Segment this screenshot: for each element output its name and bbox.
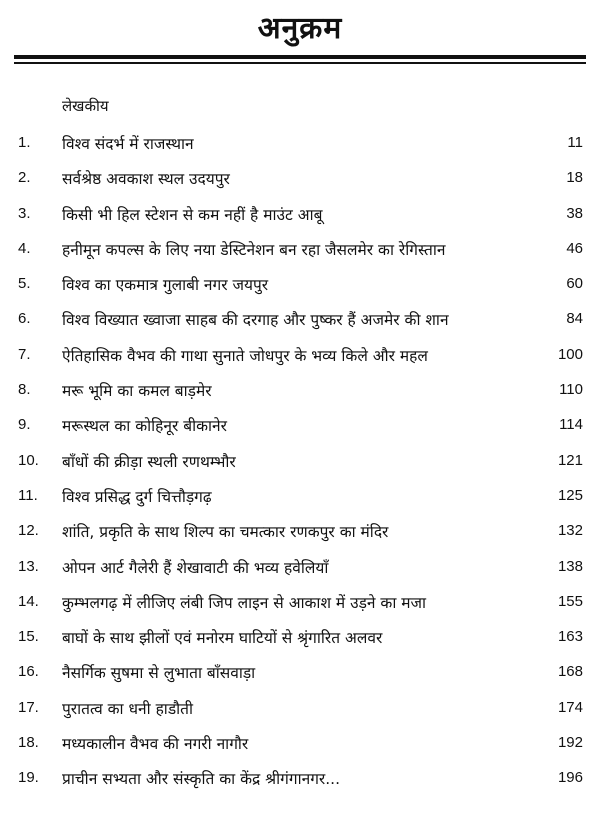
toc-entry-page: 163 [557, 628, 583, 646]
toc-entry-number: 11. [18, 486, 38, 504]
toc-entry [0, 655, 600, 690]
toc-entry-number: 5. [18, 275, 31, 293]
toc-entry [0, 726, 600, 761]
toc-entry [0, 585, 600, 620]
toc-entry-page: 196 [557, 769, 583, 787]
toc-entry-number: 8. [18, 381, 31, 399]
toc-entry-number: 18. [18, 734, 39, 752]
toc-entry [0, 161, 600, 196]
toc-entry-title: सर्वश्रेष्ठ अवकाश स्थल उदयपुर [62, 170, 230, 189]
toc-entry [0, 514, 600, 549]
toc-entry-number: 4. [18, 239, 31, 257]
toc-entry-number: 10. [18, 451, 39, 469]
toc-entry-page: 168 [557, 663, 583, 681]
toc-entry-page: 192 [557, 734, 583, 752]
toc-entry-title: विश्व संदर्भ में राजस्थान [62, 135, 194, 153]
toc-entry-title: हनीमून कपल्स के लिए नया डेस्टिनेशन बन रहा जैसलमेर का रेगिस्तान [62, 240, 446, 259]
toc-entry-title: पुरातत्व का धनी हाडौती [62, 699, 193, 718]
toc-entry-number: 19. [18, 769, 39, 787]
toc-entry-title: मरूस्थल का कोहिनूर बीकानेर [62, 417, 227, 436]
title-rule-thick [14, 55, 586, 59]
toc-entry [0, 267, 600, 302]
toc-entry-title: बाँधों की क्रीड़ा स्थली रणथम्भौर [62, 452, 236, 471]
toc-entry-page: 110 [559, 381, 583, 399]
toc-entry-number: 9. [18, 416, 31, 434]
toc-entry-page: 100 [557, 345, 583, 363]
toc-entry-number: 7. [18, 345, 31, 363]
toc-entry [0, 761, 600, 796]
toc-entry-page: 11 [567, 134, 583, 151]
toc-entry-page: 60 [566, 275, 583, 293]
toc-entry-title: ऐतिहासिक वैभव की गाथा सुनाते जोधपुर के भव्य किले और महल [62, 346, 428, 365]
toc-entry-page: 121 [557, 451, 583, 469]
toc-entry-title: शांति, प्रकृति के साथ शिल्प का चमत्कार रणकपुर का मंदिर [62, 523, 389, 542]
toc-entry-page: 114 [559, 416, 583, 434]
toc-entry [0, 408, 600, 443]
toc-entry [0, 373, 600, 408]
toc-entry-page: 46 [566, 239, 583, 257]
toc-entry-number: 12. [18, 522, 39, 540]
toc-entry-title: किसी भी हिल स्टेशन से कम नहीं है माउंट आबू [62, 205, 323, 224]
toc-entry-page: 132 [557, 522, 583, 540]
toc-entry-number: 13. [18, 557, 39, 575]
toc-entry-title: प्राचीन सभ्यता और संस्कृति का केंद्र श्रीगंगानगर... [62, 770, 341, 789]
toc-list [0, 126, 600, 797]
toc-entry-title: नैसर्गिक सुषमा से लुभाता बाँसवाड़ा [62, 664, 256, 683]
toc-entry-number: 6. [18, 310, 31, 328]
toc-entry-title: विश्व का एकमात्र गुलाबी नगर जयपुर [62, 276, 269, 295]
toc-entry [0, 126, 600, 161]
toc-entry [0, 479, 600, 514]
toc-entry-title: विश्व प्रसिद्ध दुर्ग चित्तौड़गढ़ [62, 487, 212, 506]
toc-entry-number: 14. [18, 592, 39, 610]
toc-entry-number: 1. [18, 134, 31, 151]
toc-entry [0, 444, 600, 479]
toc-entry-title: मरू भूमि का कमल बाड़मेर [62, 382, 212, 401]
title-rule-thin [14, 62, 586, 64]
toc-entry-number: 16. [18, 663, 39, 681]
toc-entry [0, 691, 600, 726]
toc-entry-number: 17. [18, 698, 39, 716]
toc-entry [0, 197, 600, 232]
toc-entry-title: मध्यकालीन वैभव की नगरी नागौर [62, 735, 249, 754]
toc-entry-title: कुम्भलगढ़ में लीजिए लंबी जिप लाइन से आकाश में उड़ने का मजा [62, 593, 427, 612]
toc-entry-number: 3. [18, 204, 31, 222]
toc-entry-page: 155 [557, 592, 583, 610]
page-title: अनुक्रम [257, 11, 343, 46]
toc-entry-number: 15. [18, 628, 39, 646]
toc-entry-title: ओपन आर्ट गैलेरी हैं शेखावाटी की भव्य हवेलियाँ [62, 558, 329, 577]
toc-entry-page: 38 [566, 204, 583, 222]
toc-entry-page: 138 [557, 557, 583, 575]
toc-entry [0, 302, 600, 337]
toc-entry-page: 18 [566, 169, 583, 187]
toc-entry [0, 338, 600, 373]
preface-entry: लेखकीय [62, 97, 109, 115]
toc-entry [0, 550, 600, 585]
toc-entry-page: 125 [557, 486, 583, 504]
toc-entry [0, 232, 600, 267]
toc-entry-title: बाघों के साथ झीलों एवं मनोरम घाटियों से श्रृंगारित अलवर [62, 629, 383, 648]
toc-entry-number: 2. [18, 169, 31, 187]
toc-entry-title: विश्व विख्यात ख्वाजा साहब की दरगाह और पुष्कर हैं अजमेर की शान [62, 311, 449, 330]
toc-entry [0, 620, 600, 655]
toc-entry-page: 84 [566, 310, 583, 328]
toc-entry-page: 174 [557, 698, 583, 716]
